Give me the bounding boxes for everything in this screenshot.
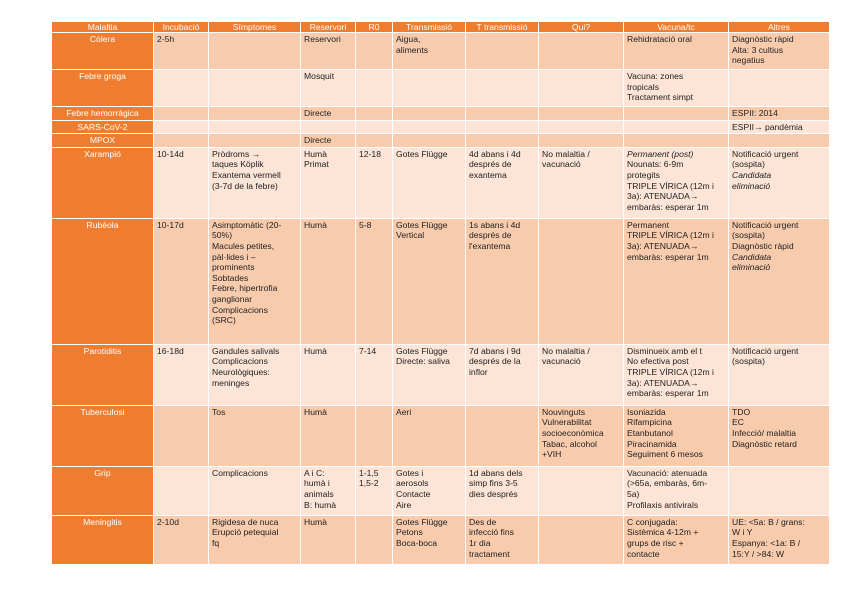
cell-line: (sospita) <box>732 159 765 170</box>
disease-name: MPOX <box>52 134 154 148</box>
cell-simptomes <box>209 107 301 121</box>
cell-line: Gotes Flügge <box>396 345 448 356</box>
cell-line: tractament <box>469 548 510 559</box>
cell-line: 2-5h <box>157 34 175 44</box>
cell-line: No malaltia / <box>542 148 590 159</box>
cell-line: Asimptomàtic (20- <box>212 219 282 230</box>
cell-qui <box>539 344 624 405</box>
cell-altres <box>729 218 830 344</box>
cell-line: Notificació urgent <box>732 345 799 356</box>
cell-altres <box>729 466 830 515</box>
cell-line: No efectiva post <box>627 356 689 367</box>
cell-line: Exantema vermell <box>212 169 281 180</box>
cell-incubacio <box>154 33 209 70</box>
cell-altres <box>729 134 830 148</box>
disease-name: Rubèola <box>52 218 154 344</box>
cell-line: 1r dia <box>469 537 491 548</box>
cell-line: Febre, hipertrofia <box>212 283 278 294</box>
cell-line: C conjugada: <box>627 516 678 527</box>
cell-line: (sospita) <box>732 356 765 367</box>
cell-line: tropicals <box>627 81 659 92</box>
table-row <box>52 147 830 218</box>
cell-incubacio <box>154 466 209 515</box>
cell-qui <box>539 120 624 134</box>
cell-transmissio <box>393 120 466 134</box>
cell-qui <box>539 147 624 218</box>
cell-line: taques Köplik <box>212 159 264 170</box>
cell-line: l'exantema <box>469 240 511 251</box>
cell-incubacio <box>154 120 209 134</box>
cell-line: Espanya: <1a: B / <box>732 537 801 548</box>
cell-line: Seguiment 6 mesos <box>627 449 703 460</box>
table-row <box>52 134 830 148</box>
cell-incubacio <box>154 147 209 218</box>
cell-line: Macules petites, <box>212 240 275 251</box>
cell-transmissio <box>393 33 466 70</box>
cell-line: 4d abans i 4d <box>469 148 521 159</box>
disease-name: Tuberculosi <box>52 405 154 466</box>
cell-ttransmissio <box>466 344 539 405</box>
cell-line: Primat <box>304 159 329 170</box>
cell-simptomes <box>209 120 301 134</box>
cell-line: Permanent <box>627 219 670 230</box>
cell-line: eliminació <box>732 180 771 191</box>
cell-line: TRIPLE VÍRICA (12m i <box>627 180 714 191</box>
disease-name: Febre groga <box>52 70 154 107</box>
cell-incubacio <box>154 344 209 405</box>
cell-r0 <box>356 33 393 70</box>
cell-line: Humà <box>304 148 327 159</box>
cell-line: Sistèmica 4-12m + <box>627 527 699 538</box>
cell-line: B: humà <box>304 499 337 510</box>
cell-line: 15:Y / >84: W <box>732 548 785 559</box>
cell-line: 12-18 <box>359 148 381 159</box>
cell-line: Sobtades <box>212 272 249 283</box>
cell-line: Complicacions <box>212 304 268 315</box>
cell-vacuna <box>624 70 729 107</box>
cell-line: Humà <box>304 219 327 230</box>
cell-reservori <box>301 218 356 344</box>
cell-r0 <box>356 120 393 134</box>
header-incubacio: Incubació <box>154 22 209 33</box>
cell-line: 5a) <box>627 488 640 499</box>
cell-line: 7-14 <box>359 345 377 356</box>
cell-line: infecció fins <box>469 527 514 538</box>
cell-qui <box>539 405 624 466</box>
cell-line: embaràs: esperar 1m <box>627 388 709 399</box>
cell-line: Rigidesa de nuca <box>212 516 279 527</box>
cell-line: 3a): ATENUADA→ <box>627 191 699 202</box>
cell-line: Contacte <box>396 488 431 499</box>
header-vacuna: Vacuna/tc <box>624 22 729 33</box>
table-row <box>52 218 830 344</box>
header-transmissio: Transmissió <box>393 22 466 33</box>
cell-line: embaràs: esperar 1m <box>627 251 709 262</box>
cell-line: 5-8 <box>359 219 372 230</box>
disease-name: SARS-CoV-2 <box>52 120 154 134</box>
cell-qui <box>539 70 624 107</box>
cell-line: Vacuna: zones <box>627 71 684 81</box>
cell-altres <box>729 405 830 466</box>
cell-line: No malaltia / <box>542 345 590 356</box>
cell-vacuna <box>624 218 729 344</box>
cell-ttransmissio <box>466 120 539 134</box>
cell-line: Alta: 3 cultius <box>732 44 784 55</box>
cell-line: inflor <box>469 366 488 377</box>
cell-r0 <box>356 218 393 344</box>
cell-altres <box>729 147 830 218</box>
cell-line: Tos <box>212 406 226 417</box>
cell-reservori <box>301 33 356 70</box>
cell-line: Profilaxis antivirals <box>627 499 699 510</box>
cell-altres <box>729 515 830 564</box>
cell-transmissio <box>393 70 466 107</box>
cell-line: Gotes Flügge <box>396 516 448 527</box>
header-altres: Altres <box>729 22 830 33</box>
table-row <box>52 70 830 107</box>
cell-line: Mosquit <box>304 71 335 81</box>
cell-reservori <box>301 515 356 564</box>
cell-line: humà i <box>304 478 330 489</box>
cell-line: Rifampicina <box>627 417 672 428</box>
cell-line: protegits <box>627 169 660 180</box>
cell-line: Candidata <box>732 169 772 180</box>
header-malaltia: Malaltia <box>52 22 154 33</box>
cell-line: ganglionar <box>212 293 253 304</box>
cell-simptomes <box>209 134 301 148</box>
cell-line: (>65a, embaràs, 6m- <box>627 478 708 489</box>
header-simptomes: Símptomes <box>209 22 301 33</box>
cell-vacuna <box>624 515 729 564</box>
cell-line: 1s abans i 4d <box>469 219 521 230</box>
cell-r0 <box>356 515 393 564</box>
disease-name: Xarampió <box>52 147 154 218</box>
cell-line: prominents <box>212 262 255 273</box>
cell-incubacio <box>154 70 209 107</box>
cell-qui <box>539 107 624 121</box>
cell-line: Aigua, <box>396 34 421 44</box>
cell-line: Directe: saliva <box>396 356 450 367</box>
cell-ttransmissio <box>466 33 539 70</box>
cell-line: 3a): ATENUADA→ <box>627 377 699 388</box>
cell-line: Disminueix amb el t <box>627 345 702 356</box>
cell-ttransmissio <box>466 134 539 148</box>
cell-transmissio <box>393 107 466 121</box>
disease-table <box>51 21 830 565</box>
cell-line: fq <box>212 537 220 548</box>
cell-line: W i Y <box>732 527 753 538</box>
cell-simptomes <box>209 70 301 107</box>
cell-vacuna <box>624 107 729 121</box>
header-t-transmissio: T transmissió <box>466 22 539 33</box>
cell-reservori <box>301 120 356 134</box>
cell-line: Tabac, alcohol <box>542 438 597 449</box>
cell-line: Notificació urgent <box>732 148 799 159</box>
cell-line: Notificació urgent <box>732 219 799 230</box>
disease-name: Meningitis <box>52 515 154 564</box>
cell-transmissio <box>393 405 466 466</box>
cell-vacuna <box>624 33 729 70</box>
cell-line: Humà <box>304 516 327 527</box>
cell-qui <box>539 134 624 148</box>
cell-vacuna <box>624 466 729 515</box>
cell-line: Erupció petequial <box>212 527 279 538</box>
cell-line: 50%) <box>212 230 233 241</box>
cell-line: Infecció/ malaltia <box>732 427 797 438</box>
cell-line: Des de <box>469 516 497 527</box>
cell-incubacio <box>154 515 209 564</box>
cell-r0 <box>356 344 393 405</box>
cell-line: ESPII→ pandèmia <box>732 121 803 132</box>
cell-reservori <box>301 344 356 405</box>
cell-line: Rehidratació oral <box>627 34 692 44</box>
cell-line: Gotes Flügge <box>396 148 448 159</box>
cell-line: simp fins 3-5 <box>469 478 518 489</box>
cell-transmissio <box>393 466 466 515</box>
cell-line: pàl·lides i – <box>212 251 256 262</box>
cell-line: Tractament simpt <box>627 92 694 103</box>
cell-line: negatius <box>732 55 765 66</box>
cell-line: 2-10d <box>157 516 179 527</box>
cell-line: Isoniazida <box>627 406 666 417</box>
cell-simptomes <box>209 147 301 218</box>
cell-line: 16-18d <box>157 345 184 356</box>
cell-ttransmissio <box>466 515 539 564</box>
cell-transmissio <box>393 218 466 344</box>
cell-ttransmissio <box>466 405 539 466</box>
cell-line: UE: <5a: B / grans: <box>732 516 805 527</box>
cell-line: aliments <box>396 44 428 55</box>
cell-line: Complicacions <box>212 467 268 478</box>
cell-ttransmissio <box>466 466 539 515</box>
cell-reservori <box>301 134 356 148</box>
cell-line: animals <box>304 488 334 499</box>
cell-line: embaràs: esperar 1m <box>627 201 709 212</box>
cell-line: exantema <box>469 169 507 180</box>
disease-name: Febre hemorràgica <box>52 107 154 121</box>
cell-ttransmissio <box>466 218 539 344</box>
cell-transmissio <box>393 344 466 405</box>
header-reservori: Reservori <box>301 22 356 33</box>
disease-name: Grip <box>52 466 154 515</box>
cell-line: després de la <box>469 356 521 367</box>
cell-incubacio <box>154 218 209 344</box>
table-row <box>52 120 830 134</box>
cell-reservori <box>301 466 356 515</box>
cell-qui <box>539 466 624 515</box>
cell-line: grups de risc + <box>627 537 684 548</box>
disease-name: Còlera <box>52 33 154 70</box>
cell-line: 3a): ATENUADA→ <box>627 240 699 251</box>
cell-reservori <box>301 107 356 121</box>
cell-line: Reservori <box>304 34 341 44</box>
cell-line: Directe <box>304 108 332 118</box>
cell-line: Piracinamida <box>627 438 677 449</box>
cell-altres <box>729 120 830 134</box>
cell-line: Vertical <box>396 230 425 241</box>
cell-line: TRIPLE VÍRICA (12m i <box>627 366 714 377</box>
cell-line: Humà <box>304 406 327 417</box>
cell-ttransmissio <box>466 107 539 121</box>
cell-reservori <box>301 405 356 466</box>
cell-line: 10-14d <box>157 148 184 159</box>
cell-line: 10-17d <box>157 219 184 230</box>
header-row <box>52 22 830 33</box>
cell-transmissio <box>393 134 466 148</box>
cell-line: vacunació <box>542 159 581 170</box>
cell-reservori <box>301 70 356 107</box>
cell-line: Nouvinguts <box>542 406 585 417</box>
cell-transmissio <box>393 515 466 564</box>
cell-line: eliminació <box>732 262 771 273</box>
cell-line: TRIPLE VÍRICA (12m i <box>627 230 714 241</box>
cell-line: 7d abans i 9d <box>469 345 521 356</box>
cell-line: Pròdroms → <box>212 148 261 159</box>
cell-line: EC <box>732 417 744 428</box>
cell-line: Permanent (post) <box>627 148 694 159</box>
cell-r0 <box>356 107 393 121</box>
cell-simptomes <box>209 515 301 564</box>
cell-line: dies després <box>469 488 518 499</box>
disease-name: Parotiditis <box>52 344 154 405</box>
cell-line: després de <box>469 230 512 241</box>
cell-line: Complicacions <box>212 356 268 367</box>
cell-line: Boca-boca <box>396 537 438 548</box>
cell-line: Etanbutanol <box>627 427 673 438</box>
cell-line: aerosols <box>396 478 429 489</box>
cell-line: TDO <box>732 406 751 417</box>
cell-r0 <box>356 147 393 218</box>
cell-line: Neurològiques: <box>212 366 270 377</box>
cell-r0 <box>356 405 393 466</box>
cell-line: contacte <box>627 548 660 559</box>
cell-line: Humà <box>304 345 327 356</box>
cell-line: 1d abans dels <box>469 467 523 478</box>
cell-altres <box>729 70 830 107</box>
cell-line: 1,5-2 <box>359 478 379 489</box>
cell-vacuna <box>624 344 729 405</box>
cell-line: Diagnòstic ràpid <box>732 240 794 251</box>
cell-line: Diagnòstic retard <box>732 438 797 449</box>
cell-line: 1-1,5 <box>359 467 379 478</box>
cell-line: vacunació <box>542 356 581 367</box>
cell-vacuna <box>624 120 729 134</box>
cell-line: (3-7d de la febre) <box>212 180 278 191</box>
cell-line: +VIH <box>542 449 562 460</box>
cell-vacuna <box>624 134 729 148</box>
cell-line: Directe <box>304 135 332 146</box>
header-qui: Qui? <box>539 22 624 33</box>
cell-line: Gandules salivals <box>212 345 280 356</box>
cell-vacuna <box>624 147 729 218</box>
cell-vacuna <box>624 405 729 466</box>
cell-line: després de <box>469 159 512 170</box>
cell-reservori <box>301 147 356 218</box>
cell-line: ESPII: 2014 <box>732 108 778 118</box>
cell-qui <box>539 218 624 344</box>
cell-qui <box>539 515 624 564</box>
cell-altres <box>729 33 830 70</box>
cell-line: socioeconòmica <box>542 427 604 438</box>
table-row <box>52 107 830 121</box>
table-row <box>52 405 830 466</box>
cell-simptomes <box>209 218 301 344</box>
cell-transmissio <box>393 147 466 218</box>
cell-simptomes <box>209 405 301 466</box>
cell-simptomes <box>209 344 301 405</box>
cell-simptomes <box>209 466 301 515</box>
cell-altres <box>729 344 830 405</box>
cell-ttransmissio <box>466 70 539 107</box>
cell-line: Aeri <box>396 406 412 417</box>
cell-r0 <box>356 466 393 515</box>
cell-simptomes <box>209 33 301 70</box>
cell-line: Aire <box>396 499 412 510</box>
cell-r0 <box>356 134 393 148</box>
cell-line: Gotes Flügge <box>396 219 448 230</box>
cell-line: Petons <box>396 527 423 538</box>
cell-altres <box>729 107 830 121</box>
cell-line: A i C: <box>304 467 325 478</box>
cell-line: Vulnerabilitat <box>542 417 592 428</box>
cell-line: (sospita) <box>732 230 765 241</box>
cell-line: Diagnòstic ràpid <box>732 34 794 44</box>
cell-incubacio <box>154 405 209 466</box>
cell-line: (SRC) <box>212 315 236 326</box>
cell-line: Candidata <box>732 251 772 262</box>
table-row <box>52 344 830 405</box>
table-row <box>52 515 830 564</box>
cell-line: Gotes i <box>396 467 424 478</box>
cell-line: meninges <box>212 377 250 388</box>
table-row <box>52 466 830 515</box>
cell-ttransmissio <box>466 147 539 218</box>
cell-incubacio <box>154 134 209 148</box>
cell-line: Nounats: 6-9m <box>627 159 684 170</box>
cell-qui <box>539 33 624 70</box>
cell-incubacio <box>154 107 209 121</box>
cell-r0 <box>356 70 393 107</box>
cell-line: Vacunació: atenuada <box>627 467 708 478</box>
header-r0: R0 <box>356 22 393 33</box>
table-row <box>52 33 830 70</box>
